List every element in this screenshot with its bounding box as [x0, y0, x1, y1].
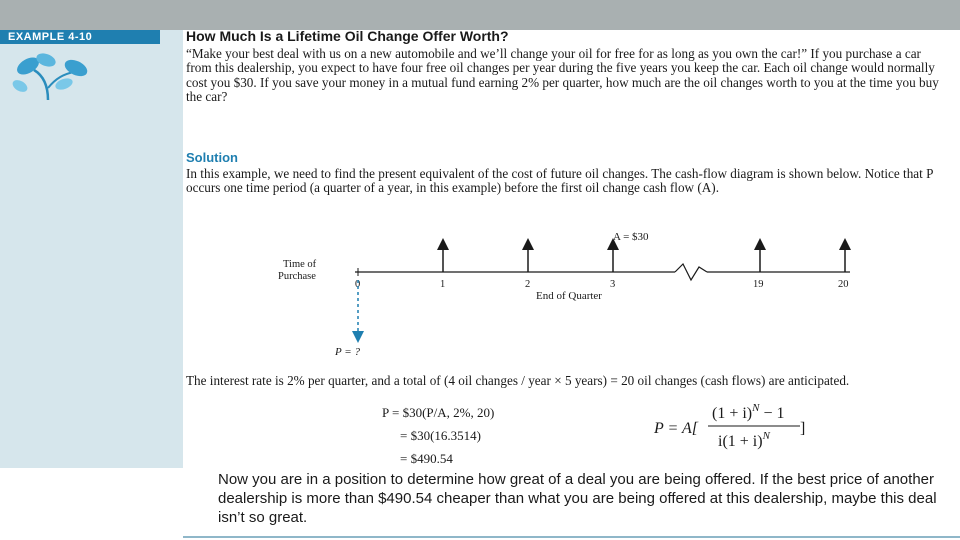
equation-line-1: P = $30(P/A, 2%, 20) — [382, 405, 495, 420]
example-title: How Much Is a Lifetime Oil Change Offer Worth? — [186, 28, 509, 44]
formula-lhs: P = A[ — [654, 420, 698, 437]
example-label: EXAMPLE 4-10 — [0, 30, 160, 44]
interest-statement: The interest rate is 2% per quarter, and a total of (4 oil changes / year × 5 years) = 20 oil changes (cash flows) are anticipated. — [186, 373, 850, 388]
period-label-0: 0 — [355, 279, 361, 290]
period-label-2: 2 — [525, 279, 531, 290]
top-bar — [0, 0, 960, 30]
present-value-label: P = ? — [335, 346, 360, 358]
equation-line-2: = $30(16.3514) — [400, 428, 481, 443]
formula-numerator: $(1 + i)^N - 1$ — [712, 402, 785, 422]
axis-break — [675, 264, 707, 280]
axis-label: End of Quarter — [536, 290, 602, 302]
solution-heading: Solution — [186, 150, 238, 165]
annuity-formula — [650, 400, 820, 460]
formula-denominator: $i(1 + i)^N$ — [718, 430, 770, 450]
time-of-purchase-line2: Purchase — [278, 271, 316, 282]
annuity-label: A = $30 — [613, 231, 649, 243]
period-label-19: 19 — [753, 279, 764, 290]
solution-text: In this example, we need to find the present equivalent of the cost of future oil changes. The cash-flow diagram is shown below. Notice that P occurs one time period (a quarter of a year, in this example) before the first oil change cash flow (A). — [186, 166, 933, 196]
period-label-1: 1 — [440, 279, 446, 290]
time-of-purchase-line1: Time of — [283, 259, 317, 270]
bottom-rule — [183, 536, 960, 538]
period-label-20: 20 — [838, 279, 849, 290]
problem-statement: “Make your best deal with us on a new automobile and we’ll change your oil for free for as long as you own the car!” If you purchase a car from this dealership, you expect to have four free oil changes per year during the five years you keep the car. Each oil change would normally cost you $30. If you save your money in a mutual fund earning 2% per quarter, how much are the oil changes worth to you at the time you buy the car? — [186, 46, 939, 105]
conclusion-text: Now you are in a position to determine how great of a deal you are being offered. If the best price of another dealership is more than $490.54 cheaper than what you are being offered at this dealership, maybe this deal isn’t so great. — [218, 471, 937, 526]
equation-line-3: = $490.54 — [400, 451, 453, 466]
sidebar-lower-blank — [0, 468, 183, 540]
formula-close: ] — [800, 420, 806, 437]
leaf-icon — [4, 48, 92, 102]
cash-flow-diagram — [270, 225, 890, 365]
period-label-3: 3 — [610, 279, 616, 290]
